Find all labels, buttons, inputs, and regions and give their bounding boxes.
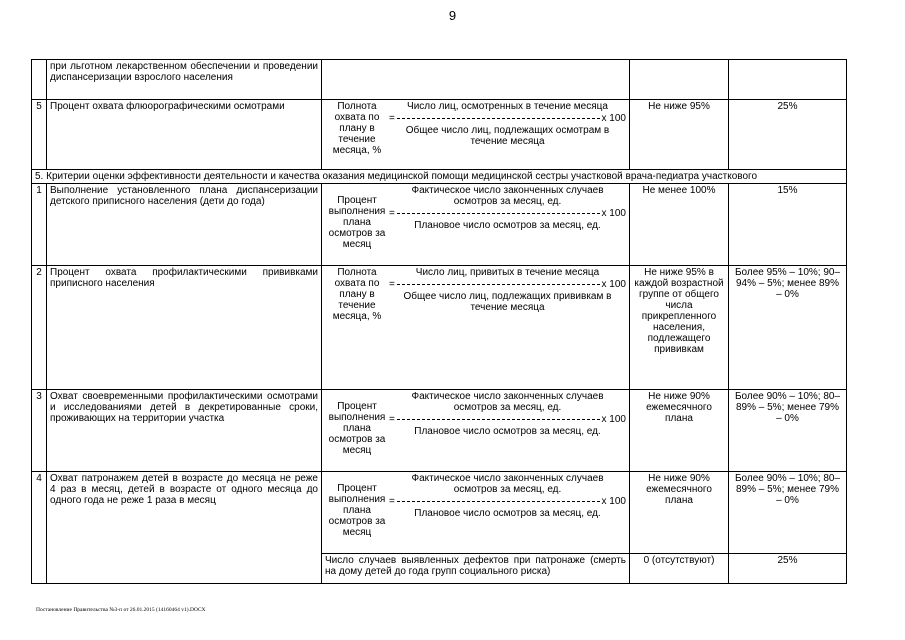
multiplier: x 100 [601,496,626,507]
criterion-text: Охват патронажем детей в возрасте до месяца не реже 4 раз в месяц, детей в возрасте от одного месяца до одного года не реже 1 раза в месяц [47,472,322,584]
criterion-text: при льготном лекарственном обеспечении и проведении диспансеризации взрослого населения [47,60,322,100]
formula-numerator: Число лиц, привитых в течение месяца [415,267,600,278]
equals-sign: = [389,279,395,290]
formula-cell [322,390,630,472]
target-value: Не ниже 90% ежемесячного плана [630,472,729,554]
indicator-name: Процент выполнения плана осмотров за месяц [328,483,386,538]
formula-denominator: Плановое число осмотров за месяц, ед. [414,508,601,519]
criterion-text: Процент охвата профилактическими прививками приписного населения [47,266,322,390]
fraction-line [397,501,600,502]
formula-cell [322,472,630,554]
table-row [32,184,847,266]
weight-value: Более 90% – 10%; 80–89% – 5%; менее 79% – 0% [729,472,847,554]
table-row [32,266,847,390]
formula-cell [322,266,630,390]
page-number: 9 [448,8,457,23]
equals-sign: = [389,496,395,507]
document-footer: Постановление Правительства №3-п от 26.01.2015 (14160464 v1).DOCX [36,607,206,613]
indicator-name: Процент выполнения плана осмотров за месяц [328,195,386,250]
equals-sign: = [389,414,395,425]
formula-denominator: Общее число лиц, подлежащих прививкам в течение месяца [403,291,612,313]
weight-value: 25% [729,554,847,584]
weight-value: 25% [729,100,847,170]
multiplier: x 100 [601,279,626,290]
formula-denominator: Общее число лиц, подлежащих осмотрам в течение месяца [405,125,610,147]
row-number: 5 [32,100,47,170]
table-row [32,390,847,472]
formula-numerator: Фактическое число законченных случаев осмотров за месяц, ед. [411,185,604,207]
indicator-name: Полнота охвата по плану в течение месяца, % [332,267,382,322]
weight-value: 15% [729,184,847,266]
formula-denominator: Плановое число осмотров за месяц, ед. [414,220,601,231]
section-header-row [32,170,847,184]
multiplier: x 100 [601,414,626,425]
formula-cell [322,184,630,266]
indicator-name: Полнота охвата по плану в течение месяца, % [332,101,382,156]
fraction-line [397,118,600,119]
multiplier: x 100 [601,208,626,219]
row-number: 2 [32,266,47,390]
formula-numerator: Число лиц, осмотренных в течение месяца [407,101,608,112]
table-row [32,60,847,100]
criteria-table [31,59,847,584]
target-value: Не ниже 90% ежемесячного плана [630,390,729,472]
criterion-text: Охват своевременными профилактическими осмотрами и исследованиями детей в декретированные сроки, проживающих на территории участка [47,390,322,472]
formula-numerator: Фактическое число законченных случаев осмотров за месяц, ед. [411,391,604,413]
indicator-name: Процент выполнения плана осмотров за месяц [328,401,386,456]
row-number: 1 [32,184,47,266]
section-title: 5. Критерии оценки эффективности деятельности и качества оказания медицинской помощи медицинской сестры участковой врача-педиатра участкового [32,170,847,184]
equals-sign: = [389,113,395,124]
equals-sign: = [389,208,395,219]
criterion-text: Процент охвата флюорографическими осмотрами [47,100,322,170]
fraction-line [397,284,600,285]
formula-denominator: Плановое число осмотров за месяц, ед. [414,426,601,437]
row-number: 4 [32,472,47,584]
multiplier: x 100 [601,113,626,124]
target-value: Не менее 100% [630,184,729,266]
table-row [32,100,847,170]
target-value: Не ниже 95% в каждой возрастной группе от общего числа прикрепленного населения, подлежащего прививкам [630,266,729,390]
target-value: Не ниже 95% [630,100,729,170]
indicator-name: Число случаев выявленных дефектов при патронаже (смерть на дому детей до года групп социального риска) [322,554,630,584]
fraction-line [397,419,600,420]
weight-value: Более 95% – 10%; 90–94% – 5%; менее 89% – 0% [729,266,847,390]
row-number: 3 [32,390,47,472]
formula-cell [322,100,630,170]
criterion-text: Выполнение установленного плана диспансеризации детского приписного населения (дети до года) [47,184,322,266]
weight-value: Более 90% – 10%; 80–89% – 5%; менее 79% – 0% [729,390,847,472]
fraction-line [397,213,600,214]
formula-numerator: Фактическое число законченных случаев осмотров за месяц, ед. [411,473,604,495]
table-row [32,472,847,554]
target-value: 0 (отсутствуют) [630,554,729,584]
